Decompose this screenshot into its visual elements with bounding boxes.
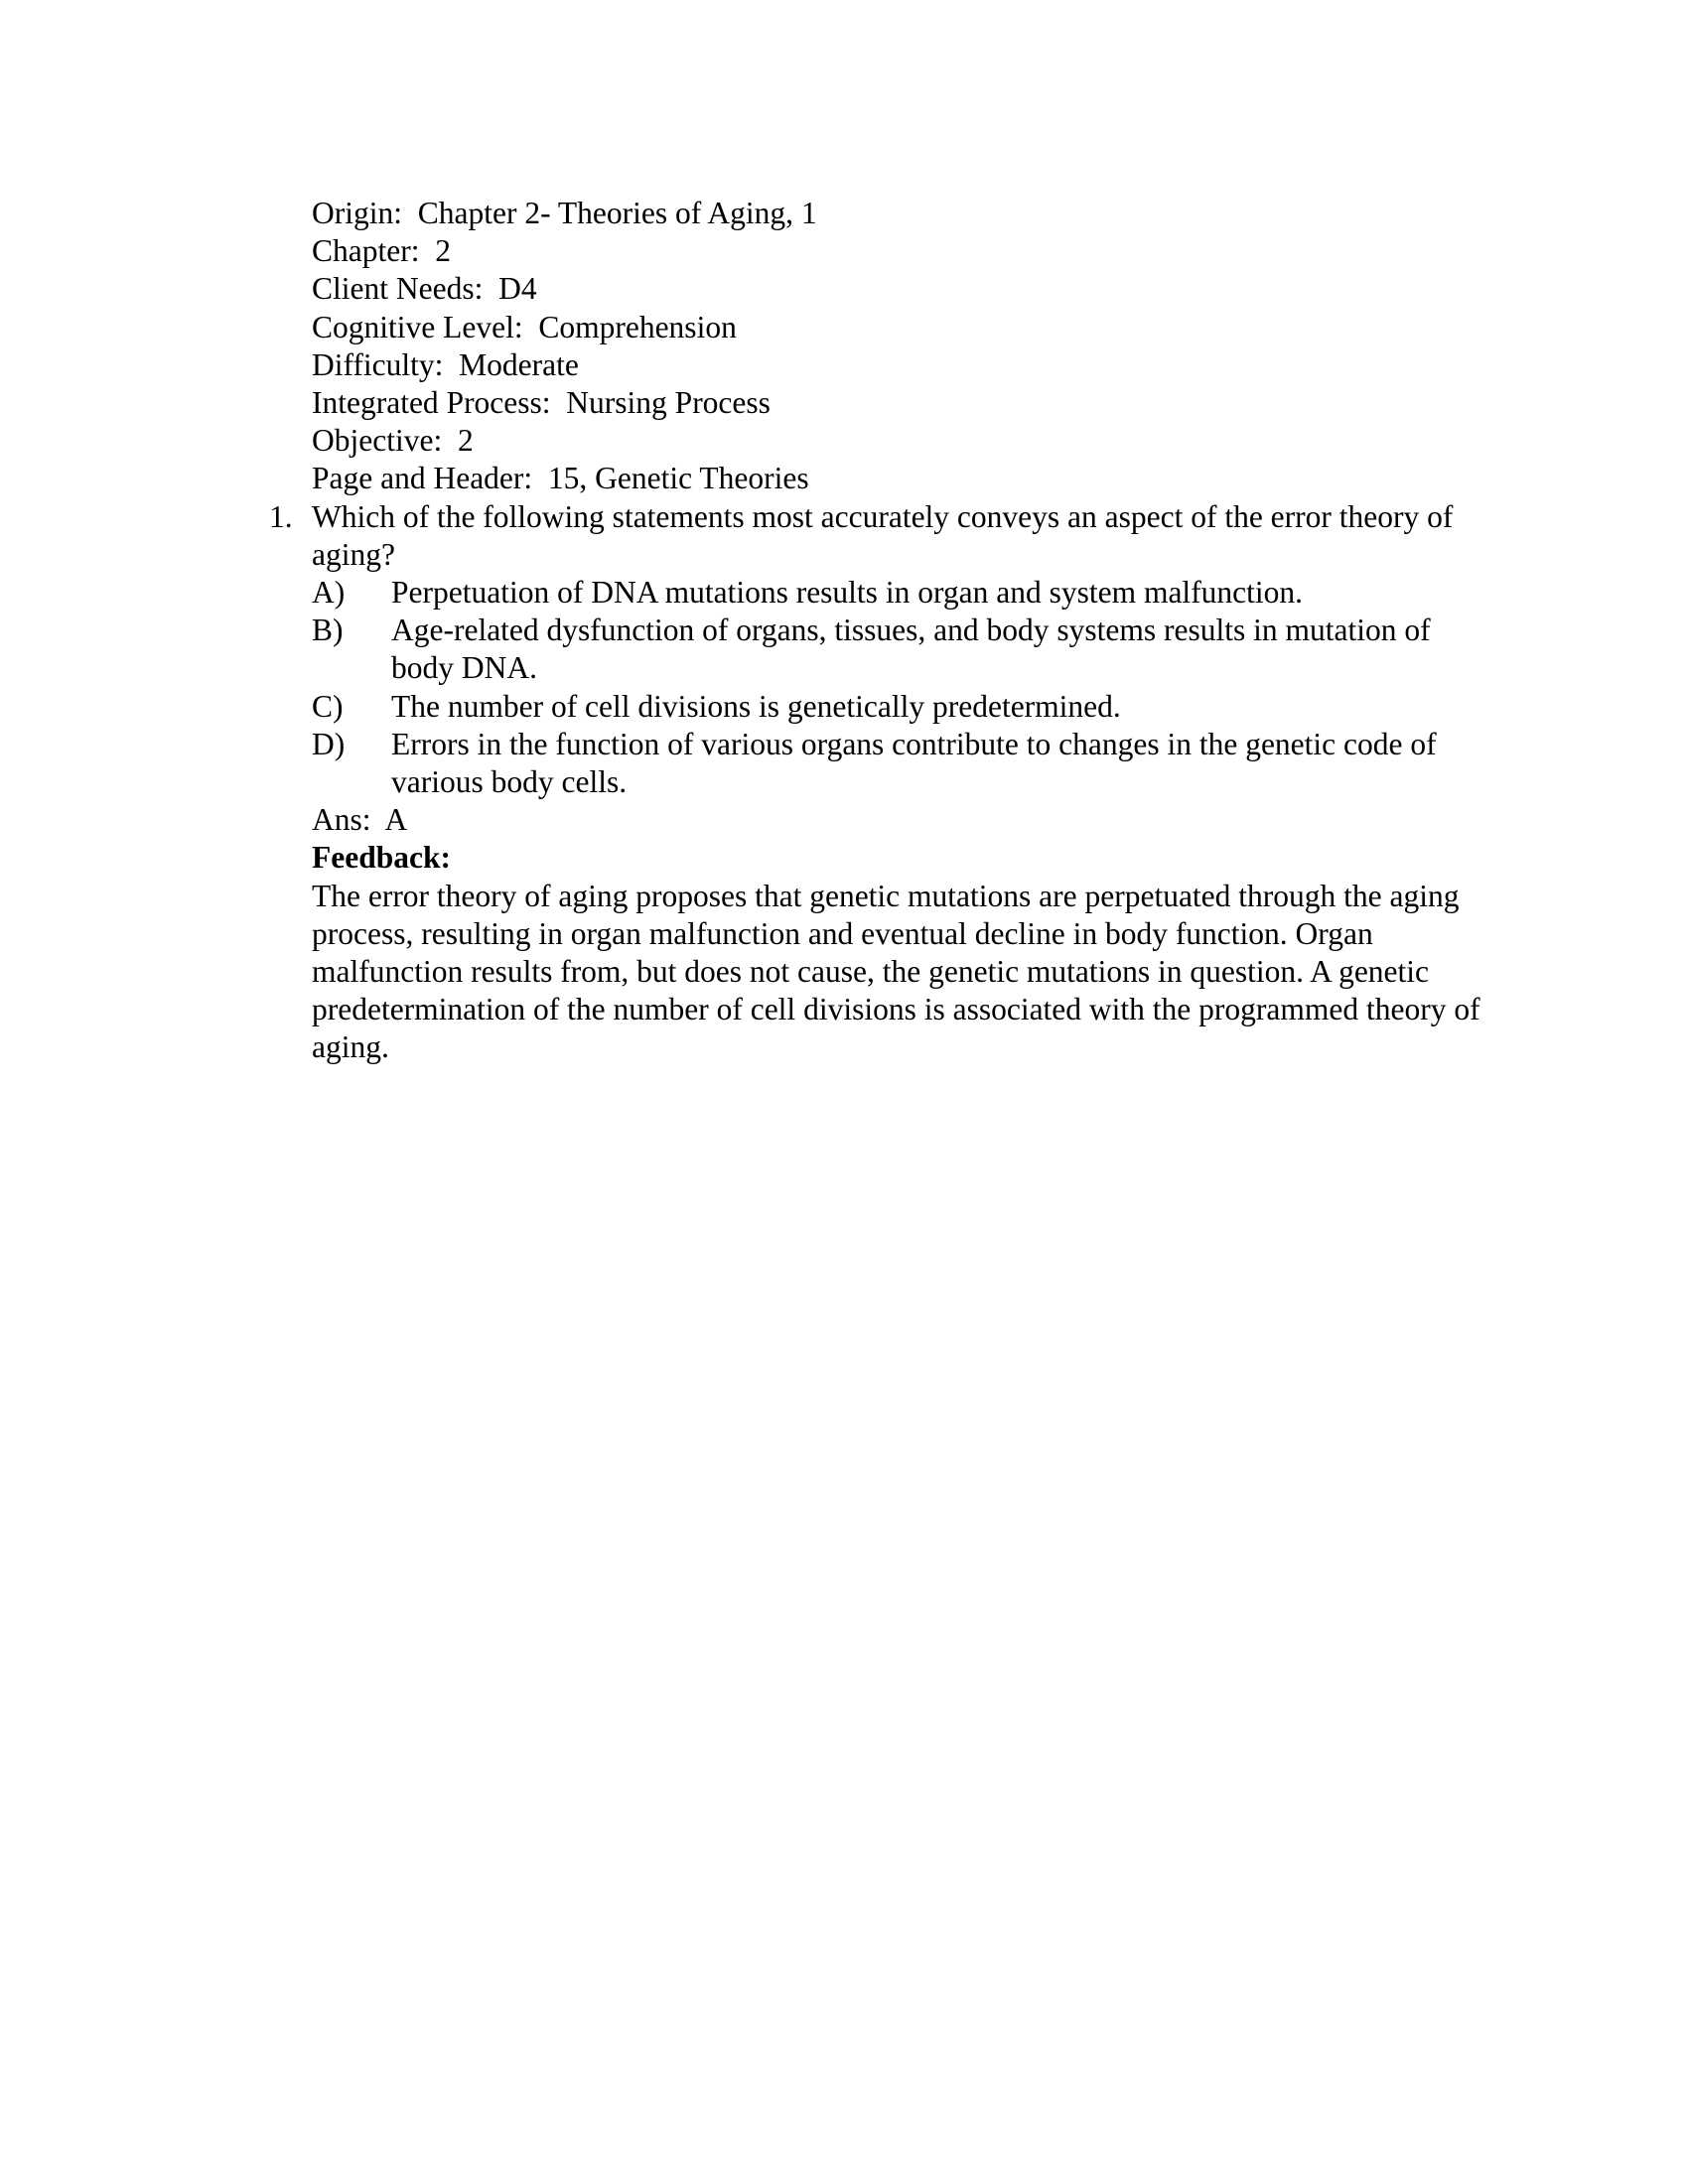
meta-value: 15, Genetic Theories <box>547 461 809 496</box>
meta-value: Comprehension <box>538 309 737 344</box>
meta-label: Objective: <box>312 423 443 459</box>
option-letter: B) <box>312 613 344 648</box>
option-text: Age-related dysfunction of organs, tissues, and body systems results in mutation of body DNA. <box>391 613 1431 686</box>
meta-label: Client Needs: <box>312 271 484 307</box>
meta-difficulty <box>312 346 1483 384</box>
meta-value: Chapter 2- Theories of Aging, 1 <box>417 196 817 230</box>
feedback-text: The error theory of aging proposes that genetic mutations are perpetuated through the aging process, resulting in organ malfunction and eventual decline in body function. Organ malfunction results from, but does not cause, the genetic mutations in question. A genetic predetermination of the number of cell divisions is associated with the programmed theory of aging. <box>312 878 1480 1065</box>
answer-label: Ans: <box>312 802 371 838</box>
meta-value: Nursing Process <box>566 385 771 421</box>
meta-label: Page and Header: <box>312 461 533 496</box>
meta-chapter <box>312 232 1483 270</box>
meta-label: Origin: <box>312 196 402 230</box>
meta-value: 2 <box>435 233 451 269</box>
option-d <box>312 726 1483 801</box>
meta-value: D4 <box>498 271 537 307</box>
meta-value: Moderate <box>459 346 579 382</box>
feedback-heading: Feedback: <box>312 840 451 876</box>
option-letter: C) <box>312 688 344 724</box>
question-number: 1. <box>269 498 293 534</box>
answer-value: A <box>384 802 408 838</box>
meta-cognitive-level <box>312 309 1483 346</box>
question-stem <box>269 498 1483 574</box>
question-text: Which of the following statements most accurately conveys an aspect of the error theory of aging? <box>312 498 1454 572</box>
answer-options <box>312 574 1483 801</box>
meta-label: Integrated Process: <box>312 385 551 421</box>
meta-label: Chapter: <box>312 233 420 269</box>
option-text: The number of cell divisions is genetically predetermined. <box>391 688 1121 724</box>
meta-label: Difficulty: <box>312 346 444 382</box>
option-text: Errors in the function of various organs contribute to changes in the genetic code of various body cells. <box>391 726 1437 800</box>
meta-objective <box>312 422 1483 460</box>
meta-client-needs <box>312 270 1483 308</box>
option-letter: A) <box>312 575 346 611</box>
option-text: Perpetuation of DNA mutations results in organ and system malfunction. <box>391 575 1304 611</box>
option-c <box>312 688 1483 726</box>
option-a <box>312 574 1483 612</box>
meta-page-header <box>312 460 1483 497</box>
meta-origin <box>312 195 1483 232</box>
meta-value: 2 <box>457 423 474 459</box>
meta-label: Cognitive Level: <box>312 309 523 344</box>
option-letter: D) <box>312 726 346 761</box>
option-b <box>312 612 1483 687</box>
meta-integrated-process <box>312 384 1483 422</box>
answer-line <box>312 801 1483 839</box>
question-block <box>269 195 1483 1067</box>
